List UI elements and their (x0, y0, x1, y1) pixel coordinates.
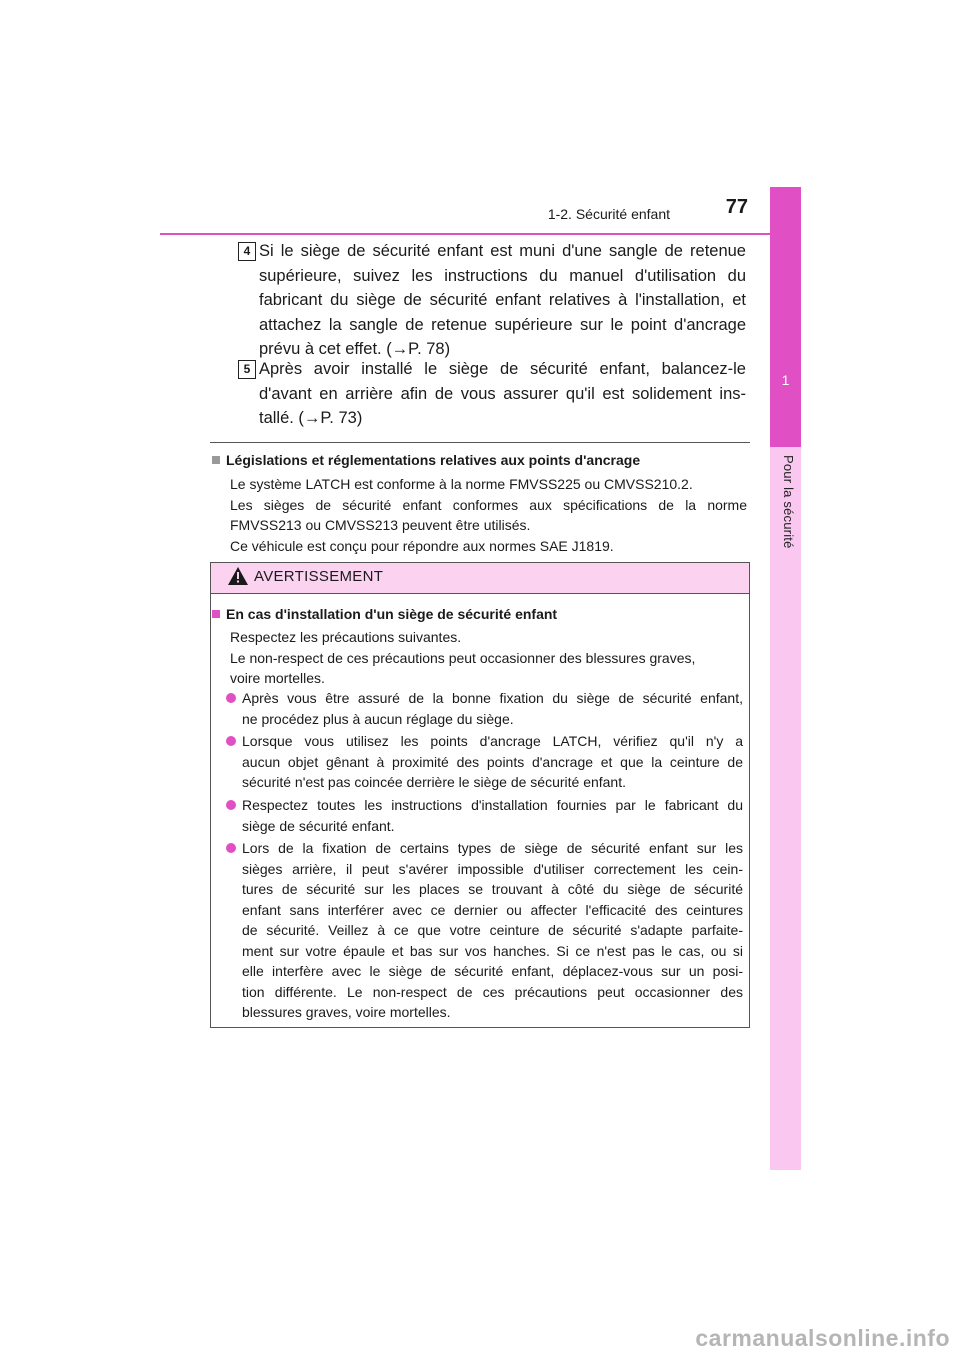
warning-title-text: En cas d'installation d'un siège de sécurité enfant (226, 606, 558, 622)
step-5-line: Après avoir installé le siège de sécurité enfant, balancez-le (259, 360, 746, 378)
section-title: 1-2. Sécurité enfant (547, 206, 670, 222)
bullet-line: Lors de la fixation de certains types de siège de sécurité enfant sur les (242, 840, 743, 856)
bullet-dot-icon (226, 800, 236, 810)
warning-intro-line: voire mortelles. (230, 670, 325, 686)
note-body (230, 474, 747, 556)
bullet-line: tion différente. Le non-respect de ces précautions peut occasionner des (242, 983, 743, 1000)
bullet-line: sécurité n'est pas coincée derrière le siège de sécurité enfant. (242, 774, 627, 790)
bullet-line: ne procédez plus à aucun réglage du siège. (242, 710, 514, 727)
note-title-text: Législations et réglementations relatives aux points d'ancrage (226, 452, 641, 468)
bullet-line: ment sur votre épaule et bas sur vos hanches. Si ce n'est pas le cas, ou si (242, 942, 743, 959)
step-4-line: attachez la sangle de retenue supérieure sur le point d'ancrage (259, 315, 746, 334)
bullet-line: elle interfère avec le siège de sécurité enfant, déplacez-vous sur un posi- (242, 963, 743, 979)
warning-bullet (226, 731, 743, 793)
step-5-line: d'avant en arrière afin de vous assurer qu'il est solidement ins- (259, 384, 746, 403)
watermark: carmanualsonline.info (695, 1325, 950, 1351)
note-line: Ce véhicule est conçu pour répondre aux normes SAE J1819. (230, 537, 614, 554)
warning-bullet (226, 688, 743, 729)
warning-intro (230, 627, 743, 689)
chapter-label: Pour la sécurité (781, 455, 796, 549)
square-bullet-icon (212, 456, 220, 464)
step-4-line: supérieure, suivez les instructions du manuel d'utilisation du (259, 266, 746, 285)
bullet-dot-icon (226, 736, 236, 746)
warning-intro-line: Respectez les précautions suivantes. (230, 629, 462, 645)
bullet-line: Respectez toutes les instructions d'installation fournies par le fabricant du (242, 797, 743, 813)
bullet-dot-icon (226, 843, 236, 853)
step-4-line: Si le siège de sécurité enfant est muni d'une sangle de retenue (259, 242, 746, 260)
step-4-line: prévu à cet effet. (→P. 78) (259, 340, 451, 358)
note-line: FMVSS213 ou CMVSS213 peuvent être utilisés. (230, 517, 531, 533)
warning-heading: AVERTISSEMENT (254, 568, 384, 585)
note-title (212, 452, 752, 468)
note-line: Le système LATCH est conforme à la norme FMVSS225 ou CMVSS210.2. (230, 476, 693, 492)
bullet-line: Lorsque vous utilisez les points d'ancrage LATCH, vérifiez qu'il n'y a (242, 733, 743, 749)
bullet-line: blessures graves, voire mortelles. (242, 1004, 451, 1020)
bullet-line: de sécurité. Veillez à ce que votre ceinture de sécurité s'adapte parfaite- (242, 922, 743, 938)
bullet-line: aucun objet gênant à proximité des points d'ancrage et que la ceinture de (242, 753, 743, 770)
bullet-dot-icon (226, 693, 236, 703)
bullet-line: sièges arrière, il peut s'avérer impossible d'utiliser correctement les cein- (242, 860, 743, 877)
step-number-4: 4 (238, 242, 256, 261)
step-5-text (259, 357, 746, 431)
bullet-line: tures de sécurité sur les places se trouvant à côté du siège de sécurité (242, 881, 743, 897)
warning-intro-line: Le non-respect de ces précautions peut occasionner des blessures graves, (230, 649, 696, 666)
warning-triangle-icon (228, 567, 248, 585)
square-bullet-icon (212, 610, 220, 618)
bullet-line: enfant sans interférer avec ce dernier ou affecter l'efficacité des ceintures (242, 901, 743, 918)
warning-bullet (226, 838, 743, 1023)
chapter-number: 1 (781, 372, 790, 388)
warning-bullet (226, 795, 743, 836)
step-5-line: tallé. (→P. 73) (259, 409, 363, 427)
step-4-line: fabricant du siège de sécurité enfant relatives à l'installation, et (259, 291, 746, 309)
section-divider (210, 442, 750, 443)
note-line: Les sièges de sécurité enfant conformes aux spécifications de la norme (230, 496, 747, 513)
header-rule (160, 233, 800, 235)
step-number-5: 5 (238, 360, 256, 379)
bullet-line: Après vous être assuré de la bonne fixation du siège de sécurité enfant, (242, 690, 743, 706)
step-4-text (259, 239, 746, 362)
page-number: 77 (725, 196, 748, 218)
warning-title (212, 606, 742, 622)
bullet-line: siège de sécurité enfant. (242, 817, 395, 834)
chapter-number-box (770, 187, 801, 447)
